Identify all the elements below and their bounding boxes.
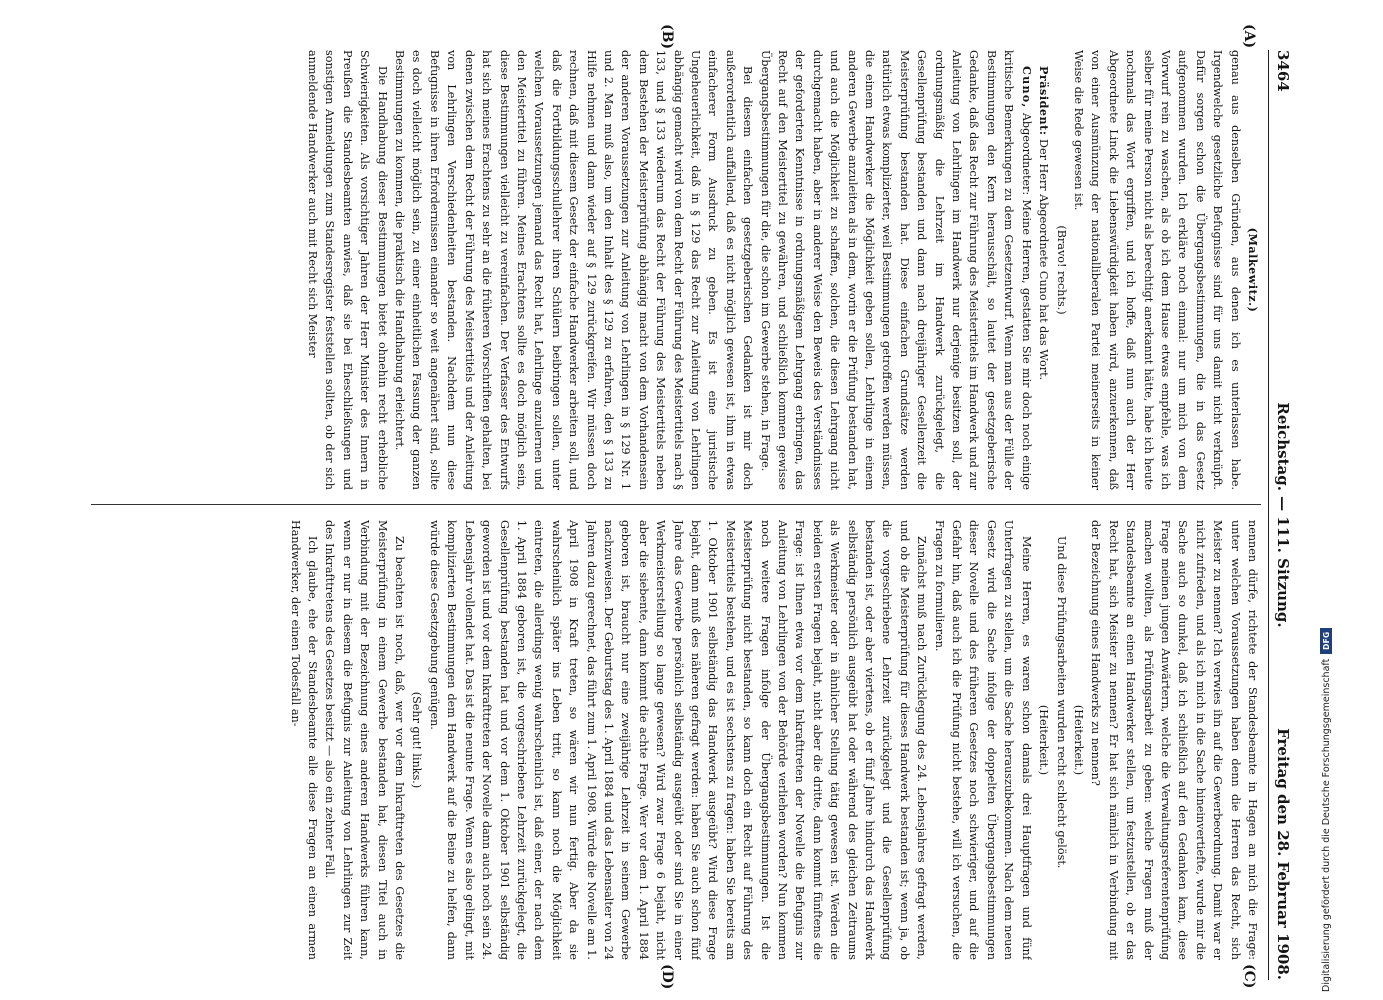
- paragraph-text: Der Herr Abgeordnete Cuno hat das Wort.: [1037, 139, 1051, 381]
- margin-mark-d: (D): [659, 964, 675, 990]
- digitization-credit: [1320, 628, 1332, 992]
- paragraph: Ich glaube, ehe der Standesbeamte alle diese Fragen an einen armen Handwerker, der einen Todesfall an-: [288, 520, 320, 960]
- paragraph: Meine Herren, es waren schon damals drei Hauptfragen und fünf Unterfragen zu stellen, um die Sache herauszubekommen. Nach dem neuen Gesetz wird die Sache infolge der doppelten Übergangsbestimmungen dieser Novelle und des früheren Gesetzes noch schwieriger, und auf die Gefahr hin, daß auch ich die Prüfung nicht bestehe, will ich versuchen, die Fragen zu formulieren.: [932, 520, 1033, 960]
- paragraph-text: Abgeordneter: Meine Herren, gestatten Sie mir doch noch einige kritische Bemerkungen zu dem Gesetzentwurf. Wenn man aus der Fülle der Bestimmungen den Kern herausschält, so lautet der gesetzgeberische Gedanke, daß das Recht zur Führung des Meistertitels im Handwerk und zur Anleitung von Lehrlingen im Handwerk nur derjenige besitzen soll, der ordnungsmäßig die Lehrzeit im Handwerk zurückgelegt, die Gesellenprüfung bestanden und dann nach dreijähriger Gesellenzeit die Meisterprüfung bestanden hat. Diese einfachen Grundsätze werden natürlich etwas komplizierter, weil Bestimmungen getroffen werden müssen, die einem Handwerker die Möglichkeit geben sollen, Lehrlinge in einem anderen Gewerbe anzuleiten als in dem, worin er die Prüfung bestanden hat, und auch die Möglichkeit zu schaffen, solchen, die diesen Lehrgang nicht durchgemacht haben, aber in anderer Weise den Beweis des Verständnisses der geforderten Kenntnisse in ordnungsmäßigem Lehrgang erbringen, das Recht auf den Meistertitel zu gewähren, und schließlich kommen gewisse Übergangsbestimmungen für die, die schon im Gewerbe stehen, in Frage.: [758, 50, 1033, 490]
- speaker-label: Cuno,: [1019, 66, 1034, 109]
- paragraph: genau aus denselben Gründen, aus denen ich es unterlassen habe. Irgendwelche gesetzliche Befugnisse sind für uns damit nicht verknüpft. Dafür sorgen schon die Übergangsbestimmungen, die in das Gesetz aufgenommen wurden. Ich erkläre noch einmal: nur um mich von dem Vorwurf rein zu waschen, als ob ich dem Hause etwas empfehle, was ich selber für meine Person nicht als berechtigt anerkannt hätte, habe ich heute nochmals das Wort ergriffen, und ich hoffe, daß nun auch der Herr Abgeordnete Linck die Liebenswürdigkeit haben wird, anzuerkennen, daß von einer Ausmünzung der nationalliberalen Partei meinerseits in keiner Weise die Rede gewesen ist.: [1071, 50, 1242, 490]
- session-date: Freitag den 28. Februar 1908.: [1274, 728, 1292, 980]
- page-header: [1268, 50, 1295, 980]
- paragraph: [756, 50, 1035, 490]
- column-divider: [91, 504, 1261, 505]
- paragraph: [1035, 50, 1052, 490]
- paragraph: Zu beachten ist noch, daß, wer vor dem Inkrafttreten des Gesetzes die Meisterprüfung in einem Gewerbe bestanden hat, diesen Titel auch in Verbindung mit der Bezeichnung eines anderen Handwerks führen kann, wenn er nur in diesem die Befugnis zur Anleitung von Lehrlingen zur Zeit des Inkrafttretens des Gesetzes besitzt — also ein zehnter Fall.: [323, 520, 407, 960]
- newspaper-page: [85, 24, 1295, 990]
- paragraph: Und diese Prüfungsarbeiten wurden recht schlecht gelöst.: [1054, 536, 1068, 869]
- digitization-note: Digitalisierung gefördert durch die Deutsche Forschungsgemeinschaft: [1320, 658, 1332, 992]
- applause-note: (Sehr gut! links.): [410, 691, 424, 789]
- paragraph: Zunächst muß nach Zurücklegung des 24. Lebensjahres gefragt werden, und ob die Meisterprüfung für dieses Handwerk bestanden ist; wenn ja, ob die vorgeschriebene Lehrzeit zurückgelegt und die Gesellenprüfung bestanden ist, oder aber viertens, ob er fünf Jahre hindurch das Handwerk selbständig persönlich ausgeübt hat oder während des gleichen Zeitraums als Werkmeister oder in ähnlicher Stellung tätig gewesen ist. Werden die beiden ersten Fragen bejaht, nicht aber die dritte, dann kommt fünftens die Frage: ist Ihnen etwa vor dem Inkrafttreten der Novelle die Befugnis zur Anleitung von Lehrlingen von der Behörde verliehen worden? Nun kommen noch weitere Fragen infolge der Übergangsbestimmungen. Ist die Meisterprüfung nicht bestanden, so kann doch ein Recht auf Führung des Meistertitels bestehen, und es ist sechstens zu fragen: haben Sie bereits am 1. Oktober 1901 selbständig das Handwerk ausgeübt? Wird diese Frage bejaht, dann muß des näheren gefragt werden: haben Sie auch schon fünf Jahre das Gewerbe persönlich selbständig ausgeübt oder sind Sie in einer Werkmeisterstellung so lange gewesen? Wird zwar Frage 6 bejaht, nicht aber die siebente, dann kommt die achte Frage. Wer vor dem 1. April 1884 geboren ist, braucht nur eine zweijährige Lehrzeit in seinem Gewerbe nachzuweisen. Der Geburtstag des 1. April 1884 und das Lebensalter von 24 Jahren dazu gerechnet, das führt zum 1. April 1908. Würde die Novelle am 1. April 1908 in Kraft treten, so wären wir nun fertig. Aber da sie wahrscheinlich später ins Leben tritt, so kann noch die Möglichkeit eintreten, die allerdings wenig wahrscheinlich ist, daß einer, der nach dem 1. April 1884 geboren ist, die vorgeschriebene Lehrzeit zurückgelegt, die Gesellenprüfung bestanden hat und vor dem 1. Oktober 1901 selbständig geworden ist und vor dem Inkrafttreten der Novelle dann auch noch sein 24. Lebensjahr vollendet hat. Das ist die neunte Frage. Wenn es also gelingt, mit komplizierten Bestimmungen dem Handwerk auf die Beine zu helfen, dann würde diese Gesetzgebung genügen.: [427, 520, 929, 960]
- applause-note: (Heiterkeit.): [1071, 704, 1085, 776]
- speaker-label: (Malkewitz.): [1246, 227, 1260, 313]
- applause-note: (Heiterkeit.): [1037, 704, 1051, 776]
- left-column: [91, 50, 1261, 490]
- paragraph: nennen dürfe, richtete der Standesbeamte in Hagen an mich die Frage: unter welchen Voraussetzungen haben denn die Herren das Recht, sich Meister zu nennen? Ich verwies ihn auf die Gewerbeordnung. Damit war er nicht zufrieden, und als ich mich in die Sache hineinvertiefte, wurde mir die Sache auch so dunkel, daß ich schließlich auf den Gedanken kam, diese Frage meinen jungen Anwärtern, welche die Verwaltungsreferentenprüfung machen wollten, als Prüfungsarbeit zu geben: welche Fragen muß der Standesbeamte an einen Handwerker stellen, um festzustellen, ob er das Recht hat, sich Meister zu nennen? Er hat sich nämlich in Verbindung mit der Bezeichnung eines Handwerks zu nennen?: [1089, 520, 1259, 960]
- page-number: 3464: [1274, 50, 1292, 92]
- margin-mark-c: (C): [1241, 964, 1257, 989]
- applause-note: (Bravo! rechts.): [1054, 225, 1068, 315]
- session-title: Reichstag. — 111. Sitzung.: [1274, 402, 1292, 628]
- speaker-label: Präsident:: [1037, 66, 1052, 136]
- right-column: [91, 520, 1261, 960]
- margin-mark-b: (B): [659, 24, 675, 50]
- dfg-logo: DFG: [1320, 628, 1332, 654]
- margin-mark-a: (A): [1241, 24, 1257, 49]
- paragraph: Bei diesem einfachen gesetzgeberischen Gedanken ist mir doch außerordentlich auffallend, daß es nicht möglich gewesen ist, ihm in etwas einfacherer Form Ausdruck zu geben. Es ist eine juristische Ungeheuerlichkeit, daß in § 129 das Recht zur Anleitung von Lehrlingen abhängig gemacht wird von dem Recht der Führung des Meistertitels nach § 133, und § 133 wiederum das Recht der Führung des Meistertitels neben dem Bestehen der Meisterprüfung abhängig macht von dem Vorhandensein der anderen Voraussetzungen zur Anleitung von Lehrlingen in § 129 Nr. 1 und 2. Man muß also, um den Inhalt des § 129 zu erfahren, den § 133 zu Hilfe nehmen und dann wieder auf § 129 zurückgreifen. Wir müssen doch rechnen, daß mit diesem Gesetz der einfache Handwerker arbeiten soll, und daß die Fortbildungsschullehrer ihren Schülern beibringen sollen, unter welchen Voraussetzungen jemand das Recht hat, Lehrlinge anzulernen und den Meistertitel zu führen. Meines Erachtens sollte es doch möglich sein, diese Bestimmungen vielleicht zu vereinfachen. Der Verfasser des Entwurfs hat sich meines Erachtens zu sehr an die früheren Vorschriften gehalten, bei denen zwischen dem Recht der Führung des Meistertitels und der Anleitung von Lehrlingen Verschiedenheiten bestanden. Nachdem nun diese Befugnisse in ihren Erfordernissen einander so weit angenähert sind, sollte es doch vielleicht möglich sein, zu einer einheitlichen Fassung der ganzen Bestimmungen zu kommen, die praktisch die Handhabung erleichtert.: [393, 50, 755, 490]
- paragraph: Die Handhabung dieser Bestimmungen bietet ohnehin recht erhebliche Schwierigkeiten. Als vorsichtiger Jahren der Herr Minister des Innern in Preußen die Standesbeamten anwies, daß sie bei Eheschließungen und sonstigen Anmeldungen zum Standesregister feststellen sollten, ob der sich anmeldende Handwerker auch mit Recht sich Meister: [306, 50, 389, 490]
